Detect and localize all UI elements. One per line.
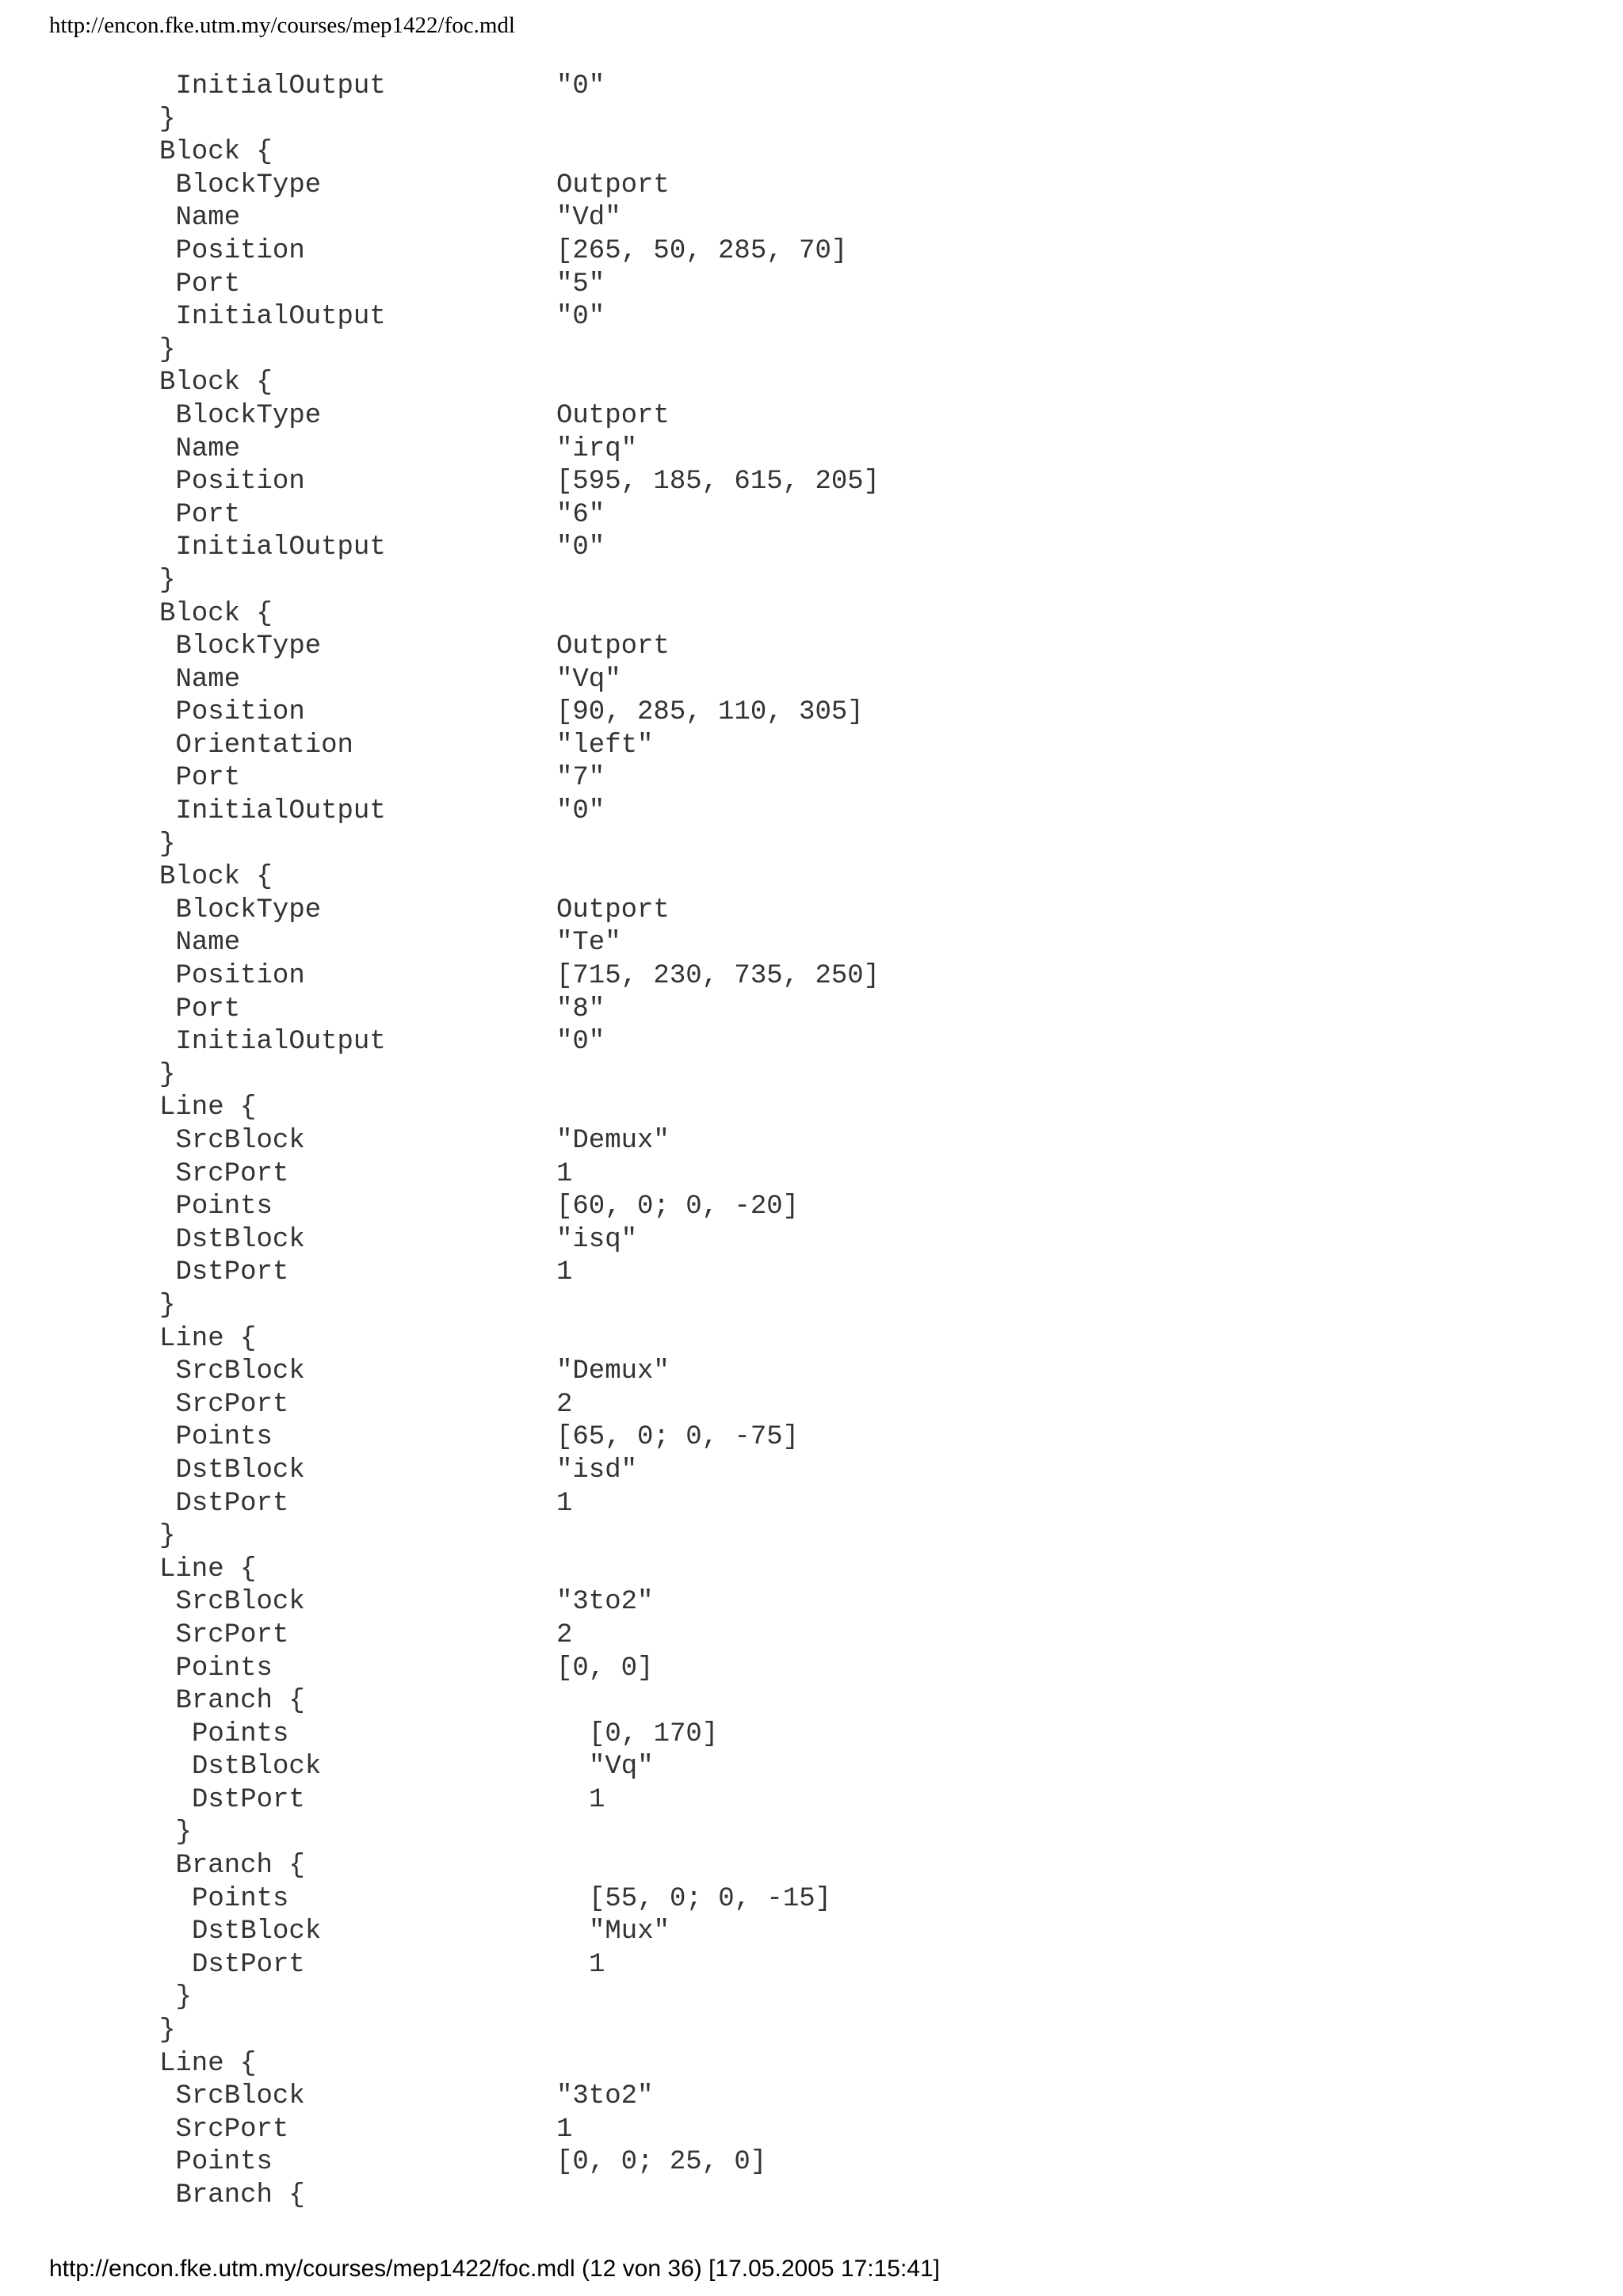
- code-key: Port: [175, 269, 241, 299]
- code-key: InitialOutput: [175, 302, 386, 333]
- code-key: SrcPort: [175, 2114, 289, 2145]
- code-key: BlockType: [175, 400, 322, 431]
- code-key: SrcBlock: [175, 1356, 305, 1387]
- code-key: SrcBlock: [175, 1587, 305, 1618]
- code-key: BlockType: [175, 894, 322, 925]
- code-value: "Vq": [556, 664, 621, 695]
- code-key: }: [159, 334, 176, 365]
- code-key: SrcBlock: [175, 2081, 305, 2112]
- code-value: 2: [556, 1619, 573, 1650]
- code-key: }: [175, 1982, 192, 2013]
- code-key: Name: [175, 928, 241, 959]
- code-key: DstPort: [192, 1949, 305, 1980]
- code-value: 1: [556, 1488, 573, 1519]
- code-value: "Vd": [556, 203, 621, 234]
- code-value: [60, 0; 0, -20]: [556, 1192, 800, 1222]
- code-key: Points: [175, 2147, 273, 2178]
- code-key: DstPort: [175, 1257, 289, 1288]
- code-key: InitialOutput: [175, 796, 386, 827]
- code-key: InitialOutput: [175, 1027, 386, 1058]
- code-key: }: [159, 1059, 176, 1090]
- code-key: BlockType: [175, 170, 322, 200]
- code-key: SrcPort: [175, 1389, 289, 1420]
- code-key: Branch {: [175, 1851, 305, 1882]
- code-value: [65, 0; 0, -75]: [556, 1422, 800, 1453]
- code-value: "Demux": [556, 1356, 670, 1387]
- code-key: BlockType: [175, 631, 322, 662]
- code-value: 1: [589, 1784, 605, 1815]
- code-value: [595, 185, 615, 205]: [556, 467, 880, 498]
- code-value: [0, 170]: [589, 1718, 719, 1749]
- code-key: SrcPort: [175, 1158, 289, 1189]
- code-key: }: [159, 2016, 176, 2046]
- page-header-url: http://encon.fke.utm.my/courses/mep1422/foc.mdl: [49, 13, 515, 38]
- page-footer: http://encon.fke.utm.my/courses/mep1422/foc.mdl (12 von 36) [17.05.2005 17:15:41]: [49, 2256, 941, 2282]
- code-value: "8": [556, 994, 605, 1024]
- code-value: [90, 285, 110, 305]: [556, 697, 864, 728]
- code-key: InitialOutput: [175, 532, 386, 563]
- code-value: "0": [556, 302, 605, 333]
- code-value: Outport: [556, 170, 670, 200]
- code-key: }: [175, 1817, 192, 1848]
- code-value: [0, 0; 25, 0]: [556, 2147, 767, 2178]
- code-value: "isd": [556, 1455, 638, 1486]
- code-key: }: [159, 104, 176, 135]
- code-value: "left": [556, 730, 654, 761]
- code-value: "5": [556, 269, 605, 299]
- code-key: Orientation: [175, 730, 353, 761]
- code-value: "Demux": [556, 1126, 670, 1156]
- code-value: 1: [556, 1158, 573, 1189]
- code-key: DstPort: [192, 1784, 305, 1815]
- code-value: 1: [589, 1949, 605, 1980]
- code-key: Position: [175, 961, 305, 992]
- code-value: "3to2": [556, 2081, 654, 2112]
- code-key: DstBlock: [175, 1455, 305, 1486]
- code-key: Name: [175, 433, 241, 464]
- code-key: Port: [175, 499, 241, 530]
- code-value: "Te": [556, 928, 621, 959]
- code-value: [265, 50, 285, 70]: [556, 235, 848, 266]
- code-value: "irq": [556, 433, 638, 464]
- code-value: 1: [556, 2114, 573, 2145]
- code-key: Position: [175, 235, 305, 266]
- code-key: Line {: [159, 1093, 257, 1123]
- code-value: "0": [556, 1027, 605, 1058]
- code-key: DstBlock: [192, 1917, 322, 1947]
- code-key: Name: [175, 664, 241, 695]
- code-value: "Vq": [589, 1752, 654, 1783]
- code-value: Outport: [556, 631, 670, 662]
- code-key: Points: [192, 1883, 289, 1914]
- code-key: Port: [175, 763, 241, 794]
- code-key: Points: [192, 1718, 289, 1749]
- code-key: DstPort: [175, 1488, 289, 1519]
- code-key: SrcPort: [175, 1619, 289, 1650]
- code-key: Points: [175, 1653, 273, 1684]
- code-key: Position: [175, 697, 305, 728]
- code-key: Branch {: [175, 1686, 305, 1717]
- code-key: Line {: [159, 1323, 257, 1354]
- code-key: Block {: [159, 137, 273, 168]
- code-value: Outport: [556, 894, 670, 925]
- code-key: Block {: [159, 598, 273, 629]
- code-key: }: [159, 1521, 176, 1552]
- code-key: Points: [175, 1422, 273, 1453]
- code-value: "6": [556, 499, 605, 530]
- code-key: Block {: [159, 368, 273, 399]
- code-value: Outport: [556, 400, 670, 431]
- code-value: "0": [556, 796, 605, 827]
- code-value: 1: [556, 1257, 573, 1288]
- code-key: Line {: [159, 2048, 257, 2079]
- code-value: [715, 230, 735, 250]: [556, 961, 880, 992]
- code-value: 2: [556, 1389, 573, 1420]
- code-key: Line {: [159, 1554, 257, 1585]
- code-value: "3to2": [556, 1587, 654, 1618]
- code-value: [0, 0]: [556, 1653, 654, 1684]
- code-key: DstBlock: [192, 1752, 322, 1783]
- code-value: [55, 0; 0, -15]: [589, 1883, 832, 1914]
- code-key: Port: [175, 994, 241, 1024]
- code-key: }: [159, 565, 176, 596]
- code-key: InitialOutput: [175, 71, 386, 101]
- code-key: Block {: [159, 862, 273, 893]
- code-value: "isq": [556, 1224, 638, 1255]
- code-key: Branch {: [175, 2180, 305, 2210]
- code-key: }: [159, 829, 176, 860]
- code-value: "7": [556, 763, 605, 794]
- code-key: Points: [175, 1192, 273, 1222]
- code-key: SrcBlock: [175, 1126, 305, 1156]
- code-value: "0": [556, 532, 605, 563]
- code-key: }: [159, 1290, 176, 1321]
- code-key: Name: [175, 203, 241, 234]
- code-value: "0": [556, 71, 605, 101]
- code-value: "Mux": [589, 1917, 670, 1947]
- code-key: Position: [175, 467, 305, 498]
- code-key: DstBlock: [175, 1224, 305, 1255]
